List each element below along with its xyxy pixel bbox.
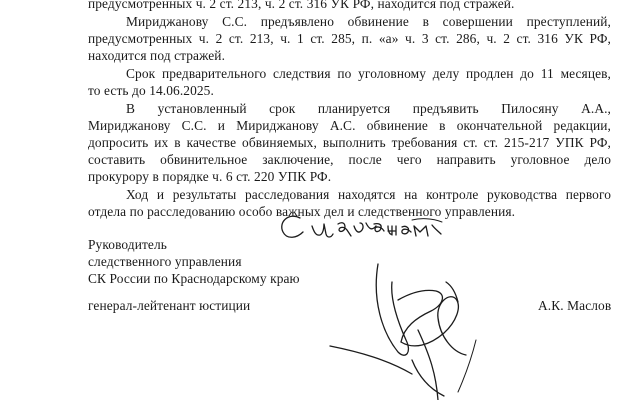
body-line: допросить их в качестве обвиняемых, выполнить требования ст. ст. 215-217 УПК РФ, [88, 135, 611, 150]
signatory-title: СК России по Краснодарскому краю [88, 271, 300, 286]
body-line: В установленный срок планируется предъявить Пилосяну А.А., [126, 101, 611, 116]
body-line: Ход и результаты расследования находятся на контроле руководства первого [126, 187, 611, 202]
body-line: Мириджанову С.С. и Мириджанову А.С. обвинение в окончательной редакции, [88, 118, 611, 133]
signatory-name: А.К. Маслов [538, 298, 612, 313]
body-line: находится под стражей. [88, 48, 226, 63]
body-line: прокурору в порядке ч. 6 ст. 220 УПК РФ. [88, 169, 332, 184]
body-line: предусмотренных ч. 2 ст. 213, ч. 1 ст. 285, п. «а» ч. 3 ст. 286, ч. 2 ст. 316 УК РФ, [88, 31, 611, 46]
body-line: Мириджанову С.С. предъявлено обвинение в совершении преступлений, [126, 14, 611, 29]
signatory-rank: генерал-лейтенант юстиции [88, 298, 251, 313]
body-line: Срок предварительного следствия по уголовному делу продлен до 11 месяцев, [126, 66, 611, 81]
signatory-title: Руководитель [88, 237, 167, 252]
signatory-title: следственного управления [88, 254, 242, 269]
body-line: то есть до 14.06.2025. [88, 83, 214, 98]
body-line: отдела по расследованию особо важных дел и следственного управления. [88, 204, 516, 219]
body-line: составить обвинительное заключение, после чего направить уголовное дело [88, 152, 611, 167]
body-line: предусмотренных ч. 2 ст. 213, ч. 2 ст. 316 УК РФ, находится под стражей. [88, 0, 515, 11]
